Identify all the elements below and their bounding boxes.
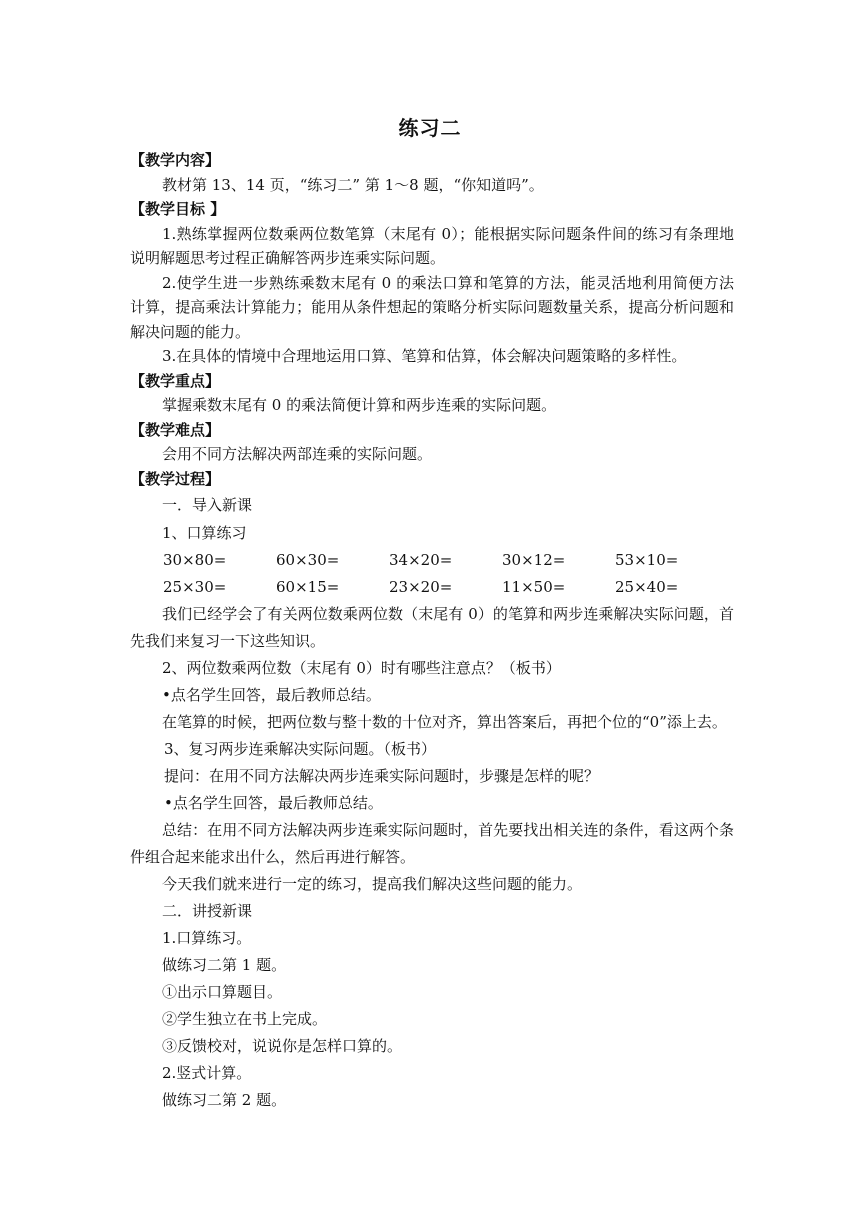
section-heading-difficult: 【教学难点】 xyxy=(130,420,221,439)
difficult-text: 会用不同方法解决两部连乘的实际问题。 xyxy=(162,445,433,463)
goal-2: 2.使学生进一步熟练乘数末尾有 0 的乘法口算和笔算的方法，能灵活地利用简便方法计算，提高乘法计算能力；能用从条件想起的策略分析实际问题数量关系，提高分析问题和解决问题的能力。 xyxy=(130,273,734,341)
section-heading-content: 【教学内容】 xyxy=(130,151,221,169)
calc-item: 30×80= xyxy=(163,551,227,569)
oral-practice-title: 1、口算练习 xyxy=(162,524,247,542)
summary-paragraph: 总结：在用不同方法解决两步连乘实际问题时，首先要找出相关连的条件，看这两个条件组合起来能求出什么，然后再进行解答。 xyxy=(130,821,734,866)
calc-item: 23×20= xyxy=(389,578,453,596)
bullet-1: •点名学生回答，最后教师总结。 xyxy=(162,686,381,704)
goal-1: 1.熟练掌握两位数乘两位数笔算（末尾有 0）；能根据实际问题条件间的练习有条理地说明解题思考过程正确解答两步连乘实际问题。 xyxy=(130,224,734,267)
question-3: 3、复习两步连乘解决实际问题。（板书） xyxy=(164,740,437,758)
calc-item: 53×10= xyxy=(615,551,679,569)
goal-3: 3.在具体的情境中合理地运用口算、笔算和估算，体会解决问题策略的多样性。 xyxy=(162,347,687,365)
bullet-2: •点名学生回答，最后教师总结。 xyxy=(164,794,383,812)
today-paragraph: 今天我们就来进行一定的练习，提高我们解决这些问题的能力。 xyxy=(162,875,583,893)
section-heading-process: 【教学过程】 xyxy=(130,469,221,488)
calc-item: 11×50= xyxy=(502,578,566,596)
item-1: 1.口算练习。 xyxy=(162,929,252,947)
section-heading-goals: 【教学目标 】 xyxy=(130,200,226,218)
key-text: 掌握乘数末尾有 0 的乘法简便计算和两步连乘的实际问题。 xyxy=(162,396,557,414)
document-body xyxy=(130,148,734,1114)
step-2: ②学生独立在书上完成。 xyxy=(162,1010,328,1028)
part2-title: 二．讲授新课 xyxy=(162,902,253,920)
content-text: 教材第 13、14 页，“练习二” 第 1～8 题，“你知道吗”。 xyxy=(162,175,544,194)
question-2: 2、两位数乘两位数（末尾有 0）时有哪些注意点？（板书） xyxy=(162,659,561,677)
calc-item: 25×40= xyxy=(615,578,679,596)
step-3: ③反馈校对，说说你是怎样口算的。 xyxy=(162,1037,403,1055)
page-title: 练习二 xyxy=(398,116,462,140)
item-1-do: 做练习二第 1 题。 xyxy=(162,956,287,974)
column-method-paragraph: 在笔算的时候，把两位数与整十数的十位对齐，算出答案后，再把个位的“0”添上去。 xyxy=(162,713,727,731)
review-paragraph: 我们已经学会了有关两位数乘两位数（末尾有 0）的笔算和两步连乘解决实际问题，首先我们来复习一下这些知识。 xyxy=(130,605,734,650)
calc-item: 60×15= xyxy=(276,578,340,596)
ask-paragraph: 提问：在用不同方法解决两步连乘实际问题时，步骤是怎样的呢？ xyxy=(164,767,600,785)
part1-title: 一．导入新课 xyxy=(162,496,253,514)
step-1: ①出示口算题目。 xyxy=(162,983,283,1001)
section-heading-key: 【教学重点】 xyxy=(130,371,221,390)
calc-item: 60×30= xyxy=(276,551,340,569)
item-2: 2.竖式计算。 xyxy=(162,1064,252,1082)
calc-row-1 xyxy=(130,547,734,574)
calc-item: 25×30= xyxy=(163,578,227,596)
calc-item: 30×12= xyxy=(502,551,566,569)
calc-row-2 xyxy=(130,574,734,601)
calc-item: 34×20= xyxy=(389,551,453,569)
item-2-do: 做练习二第 2 题。 xyxy=(162,1091,287,1109)
